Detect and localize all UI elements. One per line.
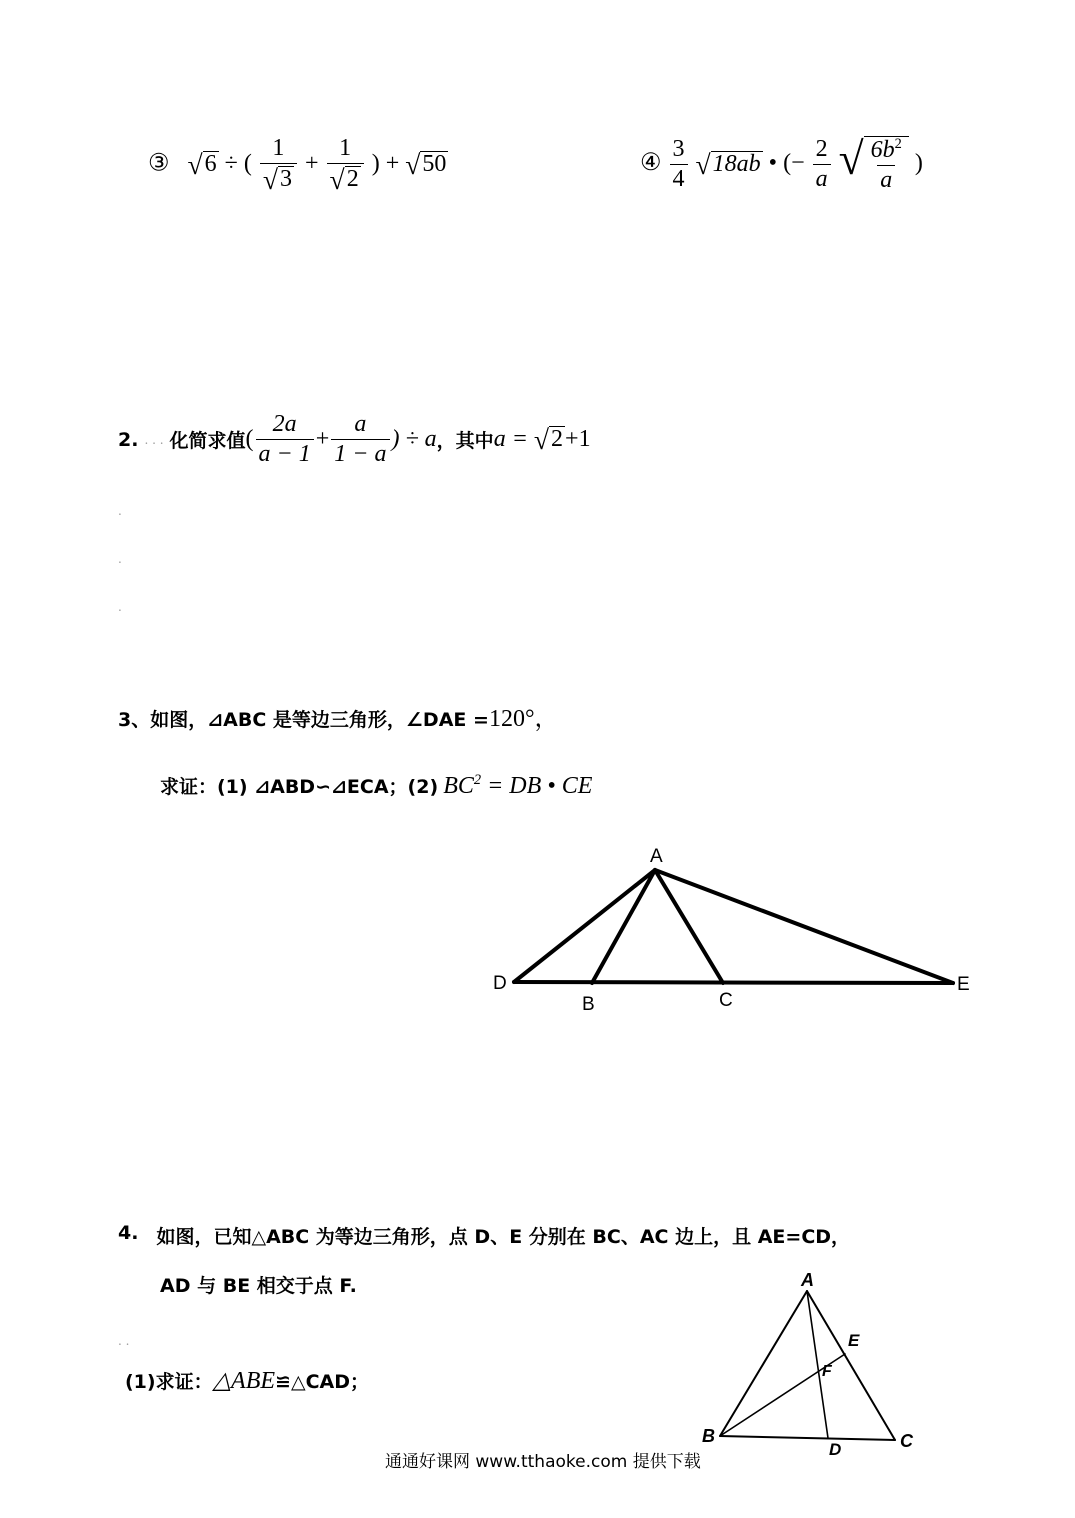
line-da <box>514 870 655 982</box>
fraction-2-over-a: $\frac{2}{a}$ <box>813 137 831 192</box>
circled-3-marker: ③ <box>148 150 170 177</box>
fraction-1-over-sqrt3: 1 √ 3 <box>260 136 297 194</box>
problem-4-line-2: AD 与 BE 相交于点 F. <box>160 1275 357 1297</box>
problem-3-text: 如图，⊿ABC 是等边三角形，∠DAE = <box>150 709 489 731</box>
line-de <box>514 982 953 983</box>
problem-4-number: 4. <box>118 1222 139 1244</box>
problem-3-proof <box>160 772 592 800</box>
problem-3-number: 3、 <box>118 709 151 731</box>
problem-1-part-3: ③ √ 6 ÷ ( 1 √ 3 + 1 √ 2 ) + √ 50 <box>148 135 447 196</box>
fraction-3-over-4: $\frac{3}{4}$ <box>670 137 688 192</box>
label-b: B <box>702 1426 715 1446</box>
problem-3-proof-prefix: 求证：(1) ⊿ABD∽⊿ECA；(2) <box>160 776 439 798</box>
sqrt-18ab: √ 18ab <box>695 148 761 180</box>
label-d: D <box>829 1440 842 1459</box>
label-a: A <box>650 846 663 867</box>
sqrt-50: √ 50 <box>405 149 447 181</box>
label-e: E <box>848 1331 860 1350</box>
side-ab <box>720 1291 807 1436</box>
footer-watermark: 通通好课网 www.tthaoke.com 提供下载 <box>385 1452 701 1472</box>
fraction-a-over-1-minus-a: $\frac{a}{1 - a}$ <box>331 412 389 467</box>
label-d: D <box>493 973 507 994</box>
sqrt-6b2-over-a: √ $\frac{6b^2}{a}$ <box>839 136 909 193</box>
problem-4-line-1: 4. 如图，已知△ABC 为等边三角形，点 D、E 分别在 BC、AC 边上，且 AE=CD， <box>118 1222 851 1248</box>
line-ac <box>655 870 723 983</box>
problem-2: 2. . . . 化简求值 ( $\frac{2a}{a - 1}$ + $\frac{a}{1 - a}$ ) ÷ a ，其中 a = √ 2 +1 <box>118 411 591 468</box>
line-ae <box>655 870 953 983</box>
side-ac <box>807 1291 895 1440</box>
label-a: A <box>801 1270 814 1290</box>
circled-4-marker: ④ <box>640 150 662 177</box>
side-bc <box>720 1436 895 1440</box>
fraction-2a-over-a-minus-1: $\frac{2a}{a - 1}$ <box>256 412 314 467</box>
problem-3-formula: $BC^2$ = DB • CE <box>443 772 593 799</box>
label-f: F <box>822 1363 832 1380</box>
problem-1-part-4: ④ $\frac{3}{4}$ √ 18ab • (− $\frac{2}{a}$ √ $\frac{6b^2}{a}$ ) <box>640 133 923 194</box>
label-c: C <box>719 990 733 1011</box>
problem-3-figure <box>480 840 990 1020</box>
label-c: C <box>900 1431 913 1451</box>
problem-2-number: 2. <box>118 428 139 451</box>
problem-3-statement: 3、 如图，⊿ABC 是等边三角形，∠DAE = 120°， <box>118 706 559 732</box>
label-e: E <box>957 974 970 995</box>
fraction-1-over-sqrt2: 1 √ 2 <box>327 136 364 194</box>
label-b: B <box>582 994 595 1015</box>
sqrt-6: √ 6 <box>187 149 217 181</box>
problem-2-label: 化简求值 <box>169 430 246 453</box>
problem-4-figure <box>690 1270 930 1470</box>
problem-4-part-1: (1)求证： △ABE ≌△CAD； <box>125 1368 369 1394</box>
line-ab <box>592 870 655 983</box>
sqrt-2: √ 2 <box>533 423 564 455</box>
